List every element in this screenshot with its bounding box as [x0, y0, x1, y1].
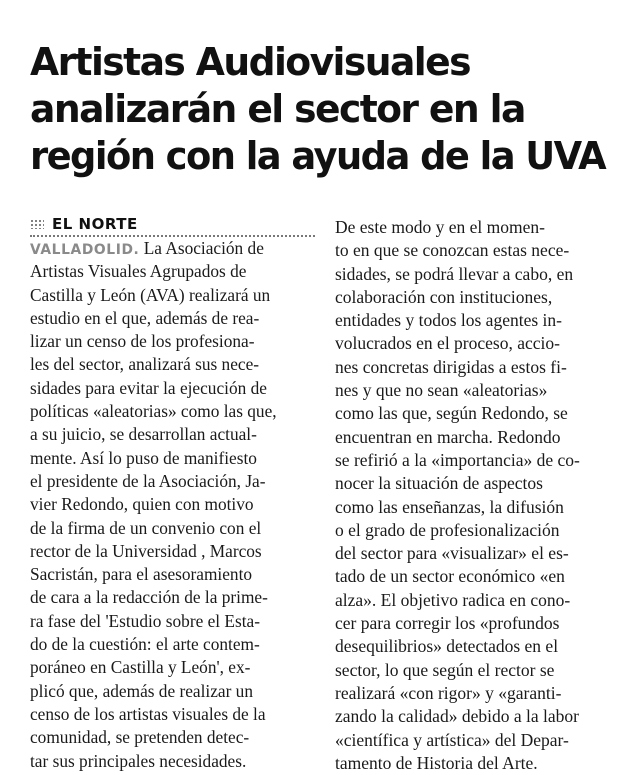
- body-line-text: La Asociación de: [139, 238, 264, 258]
- body-line: como las que, según Redondo, se: [335, 403, 568, 424]
- body-line: Sacristán, para el asesoramiento: [30, 564, 253, 585]
- body-line: cer para corregir los «profundos: [335, 613, 560, 634]
- body-line: de la firma de un convenio con el: [30, 517, 262, 538]
- byline-dots-icon: [30, 219, 44, 229]
- headline-line: región con la ayuda de la UVA: [30, 134, 606, 179]
- body-line: encuentran en marcha. Redondo: [335, 426, 561, 447]
- body-line: nes concretas dirigidas a estos fi-: [335, 356, 567, 377]
- headline-line: Artistas Audiovisuales: [30, 40, 470, 85]
- body-line: tar sus principales necesidades.: [30, 750, 247, 771]
- body-line: políticas «aleatorias» como las que,: [30, 401, 277, 422]
- body-line: sidades para evitar la ejecución de: [30, 377, 267, 398]
- body-line: alza». El objetivo radica en cono-: [335, 589, 571, 610]
- body-line: estudio en el que, además de rea-: [30, 307, 260, 328]
- body-line: «científica y artística» del Depar-: [335, 729, 569, 750]
- body-line: tado de un sector económico «en: [335, 566, 565, 587]
- body-line: tamento de Historia del Arte.: [335, 752, 538, 773]
- body-line: a su juicio, se desarrollan actual-: [30, 424, 257, 445]
- body-line: realizará «con rigor» y «garanti-: [335, 682, 562, 703]
- body-line: poráneo en Castilla y León', ex-: [30, 657, 251, 678]
- body-line: volucrados en el proceso, accio-: [335, 333, 560, 354]
- body-line: Castilla y León (AVA) realizará un: [30, 284, 271, 305]
- body-line: sector, lo que según el rector se: [335, 659, 555, 680]
- body-line: comunidad, se pretenden detec-: [30, 727, 250, 748]
- location-lead: VALLADOLID.: [30, 242, 140, 258]
- headline-line: analizarán el sector en la: [30, 87, 525, 132]
- body-line: nocer la situación de aspectos: [335, 473, 543, 494]
- body-line: rector de la Universidad , Marcos: [30, 540, 262, 561]
- body-line: como las enseñanzas, la difusión: [335, 496, 564, 517]
- body-line: Artistas Visuales Agrupados de: [30, 261, 247, 282]
- body-line: nes y que no sean «aleatorias»: [335, 380, 548, 401]
- body-line: se refirió a la «importancia» de co-: [335, 449, 580, 470]
- body-line: entidades y todos los agentes in-: [335, 310, 562, 331]
- body-line: les del sector, analizará sus nece-: [30, 354, 260, 375]
- headline: [30, 39, 610, 180]
- body-line: el presidente de la Asociación, Ja-: [30, 470, 266, 491]
- body-line: del sector para «visualizar» el es-: [335, 543, 569, 564]
- body-line: do de la cuestión: el arte contem-: [30, 634, 260, 655]
- body-line: De este modo y en el momen-: [335, 217, 545, 237]
- byline-author: EL NORTE: [52, 215, 138, 233]
- body-line: censo de los artistas visuales de la: [30, 703, 266, 724]
- byline: [30, 214, 138, 234]
- body-line: to en que se conozcan estas nece-: [335, 240, 570, 261]
- body-line: plicó que, además de realizar un: [30, 680, 253, 701]
- body-line: vier Redondo, quien con motivo: [30, 494, 254, 515]
- body-line: sidades, se podrá llevar a cabo, en: [335, 263, 574, 284]
- body-line: lizar un censo de los profesiona-: [30, 331, 255, 352]
- body-line: [30, 237, 302, 260]
- body-line: colaboración con instituciones,: [335, 286, 553, 307]
- body-line: zando la calidad» debido a la labor: [335, 706, 579, 727]
- body-line: o el grado de profesionalización: [335, 519, 560, 540]
- right-column: [335, 216, 610, 775]
- body-line: desequilibrios» detectados en el: [335, 636, 559, 657]
- body-line: de cara a la redacción de la prime-: [30, 587, 268, 608]
- body-line: ra fase del 'Estudio sobre el Esta-: [30, 610, 260, 631]
- left-column: [30, 237, 305, 773]
- body-line: mente. Así lo puso de manifiesto: [30, 447, 257, 468]
